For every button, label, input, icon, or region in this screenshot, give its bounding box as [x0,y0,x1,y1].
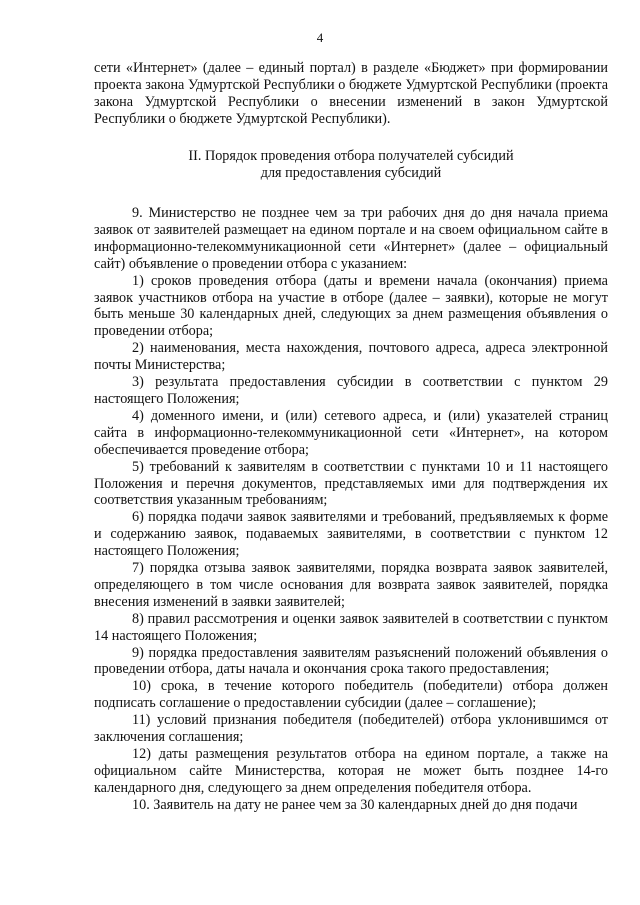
paragraph-10: 10. Заявитель на дату не ранее чем за 30 календарных дней до дня подачи [132,796,578,813]
section-heading [94,148,608,182]
section-heading-line-2: для предоставления субсидий [260,165,442,181]
list-item-6: 6) порядка подачи заявок заявителями и требований, предъявляемых к форме и содержанию заявок, подаваемых заявителями, в соответствии с пунктом 12 настоящего Положения; [94,509,608,560]
list-item-10: 10) срока, в течение которого победитель (победители) отбора должен подписать соглашение о предоставлении субсидии (далее – соглашение); [94,678,608,712]
main-text-block [94,205,608,814]
list-item-1: 1) сроков проведения отбора (даты и времени начала (окончания) приема заявок участников отбора на участие в отборе (далее – заявки), которые не могут быть меньше 30 календарных дней, следующих за днем размещения объявления о проведении отбора; [94,272,608,340]
paragraph-9: 9. Министерство не позднее чем за три рабочих дня до дня начала приема заявок от заявителей размещает на едином портале и на своем официальном сайте в информационно-телекоммуникационной сети «Интернет» (далее – официальный сайт) объявление о проведении отбора с указанием: [94,205,608,272]
page-number: 4 [316,30,324,45]
list-item-9: 9) порядка предоставления заявителям разъяснений положений объявления о проведении отбора, даты начала и окончания срока такого предоставления; [94,644,608,678]
list-item-3: 3) результата предоставления субсидии в соответствии с пунктом 29 настоящего Положения; [94,374,608,407]
intro-block [94,60,608,128]
section-heading-line-1: II. Порядок проведения отбора получателей субсидий [188,148,514,164]
list-item-5: 5) требований к заявителям в соответствии с пунктами 10 и 11 настоящего Положения и перечня документов, представляемых ими для подтверждения их соответствия указанным требованиям; [94,458,608,509]
list-item-7: 7) порядка отзыва заявок заявителями, порядка возврата заявок заявителей, определяющего в том числе основания для возврата заявок заявителей, порядка внесения изменений в заявки заявителей; [94,560,608,610]
list-item-8: 8) правил рассмотрения и оценки заявок заявителей в соответствии с пунктом 14 настоящего Положения; [94,610,608,644]
list-item-12: 12) даты размещения результатов отбора на едином портале, а также на официальном сайте Министерства, которая не может быть позднее 14-го календарного дня, следующего за днем определения победителя отбора. [94,746,608,796]
list-item-2: 2) наименования, места нахождения, почтового адреса, адреса электронной почты Министерства; [94,340,608,374]
list-item-4: 4) доменного имени, и (или) сетевого адреса, и (или) указателей страниц сайта в информационно-телекоммуникационной сети «Интернет», на котором обеспечивается проведение отбора; [94,407,608,458]
list-item-11: 11) условий признания победителя (победителей) отбора уклонившимся от заключения соглашения; [94,712,608,746]
intro-paragraph: сети «Интернет» (далее – единый портал) в разделе «Бюджет» при формировании проекта закона Удмуртской Республики о бюджете Удмуртской Республики (проекта закона Удмуртской Республики о внесении изменений в закон Удмуртской Республики о бюджете Удмуртской Республики). [94,60,608,127]
